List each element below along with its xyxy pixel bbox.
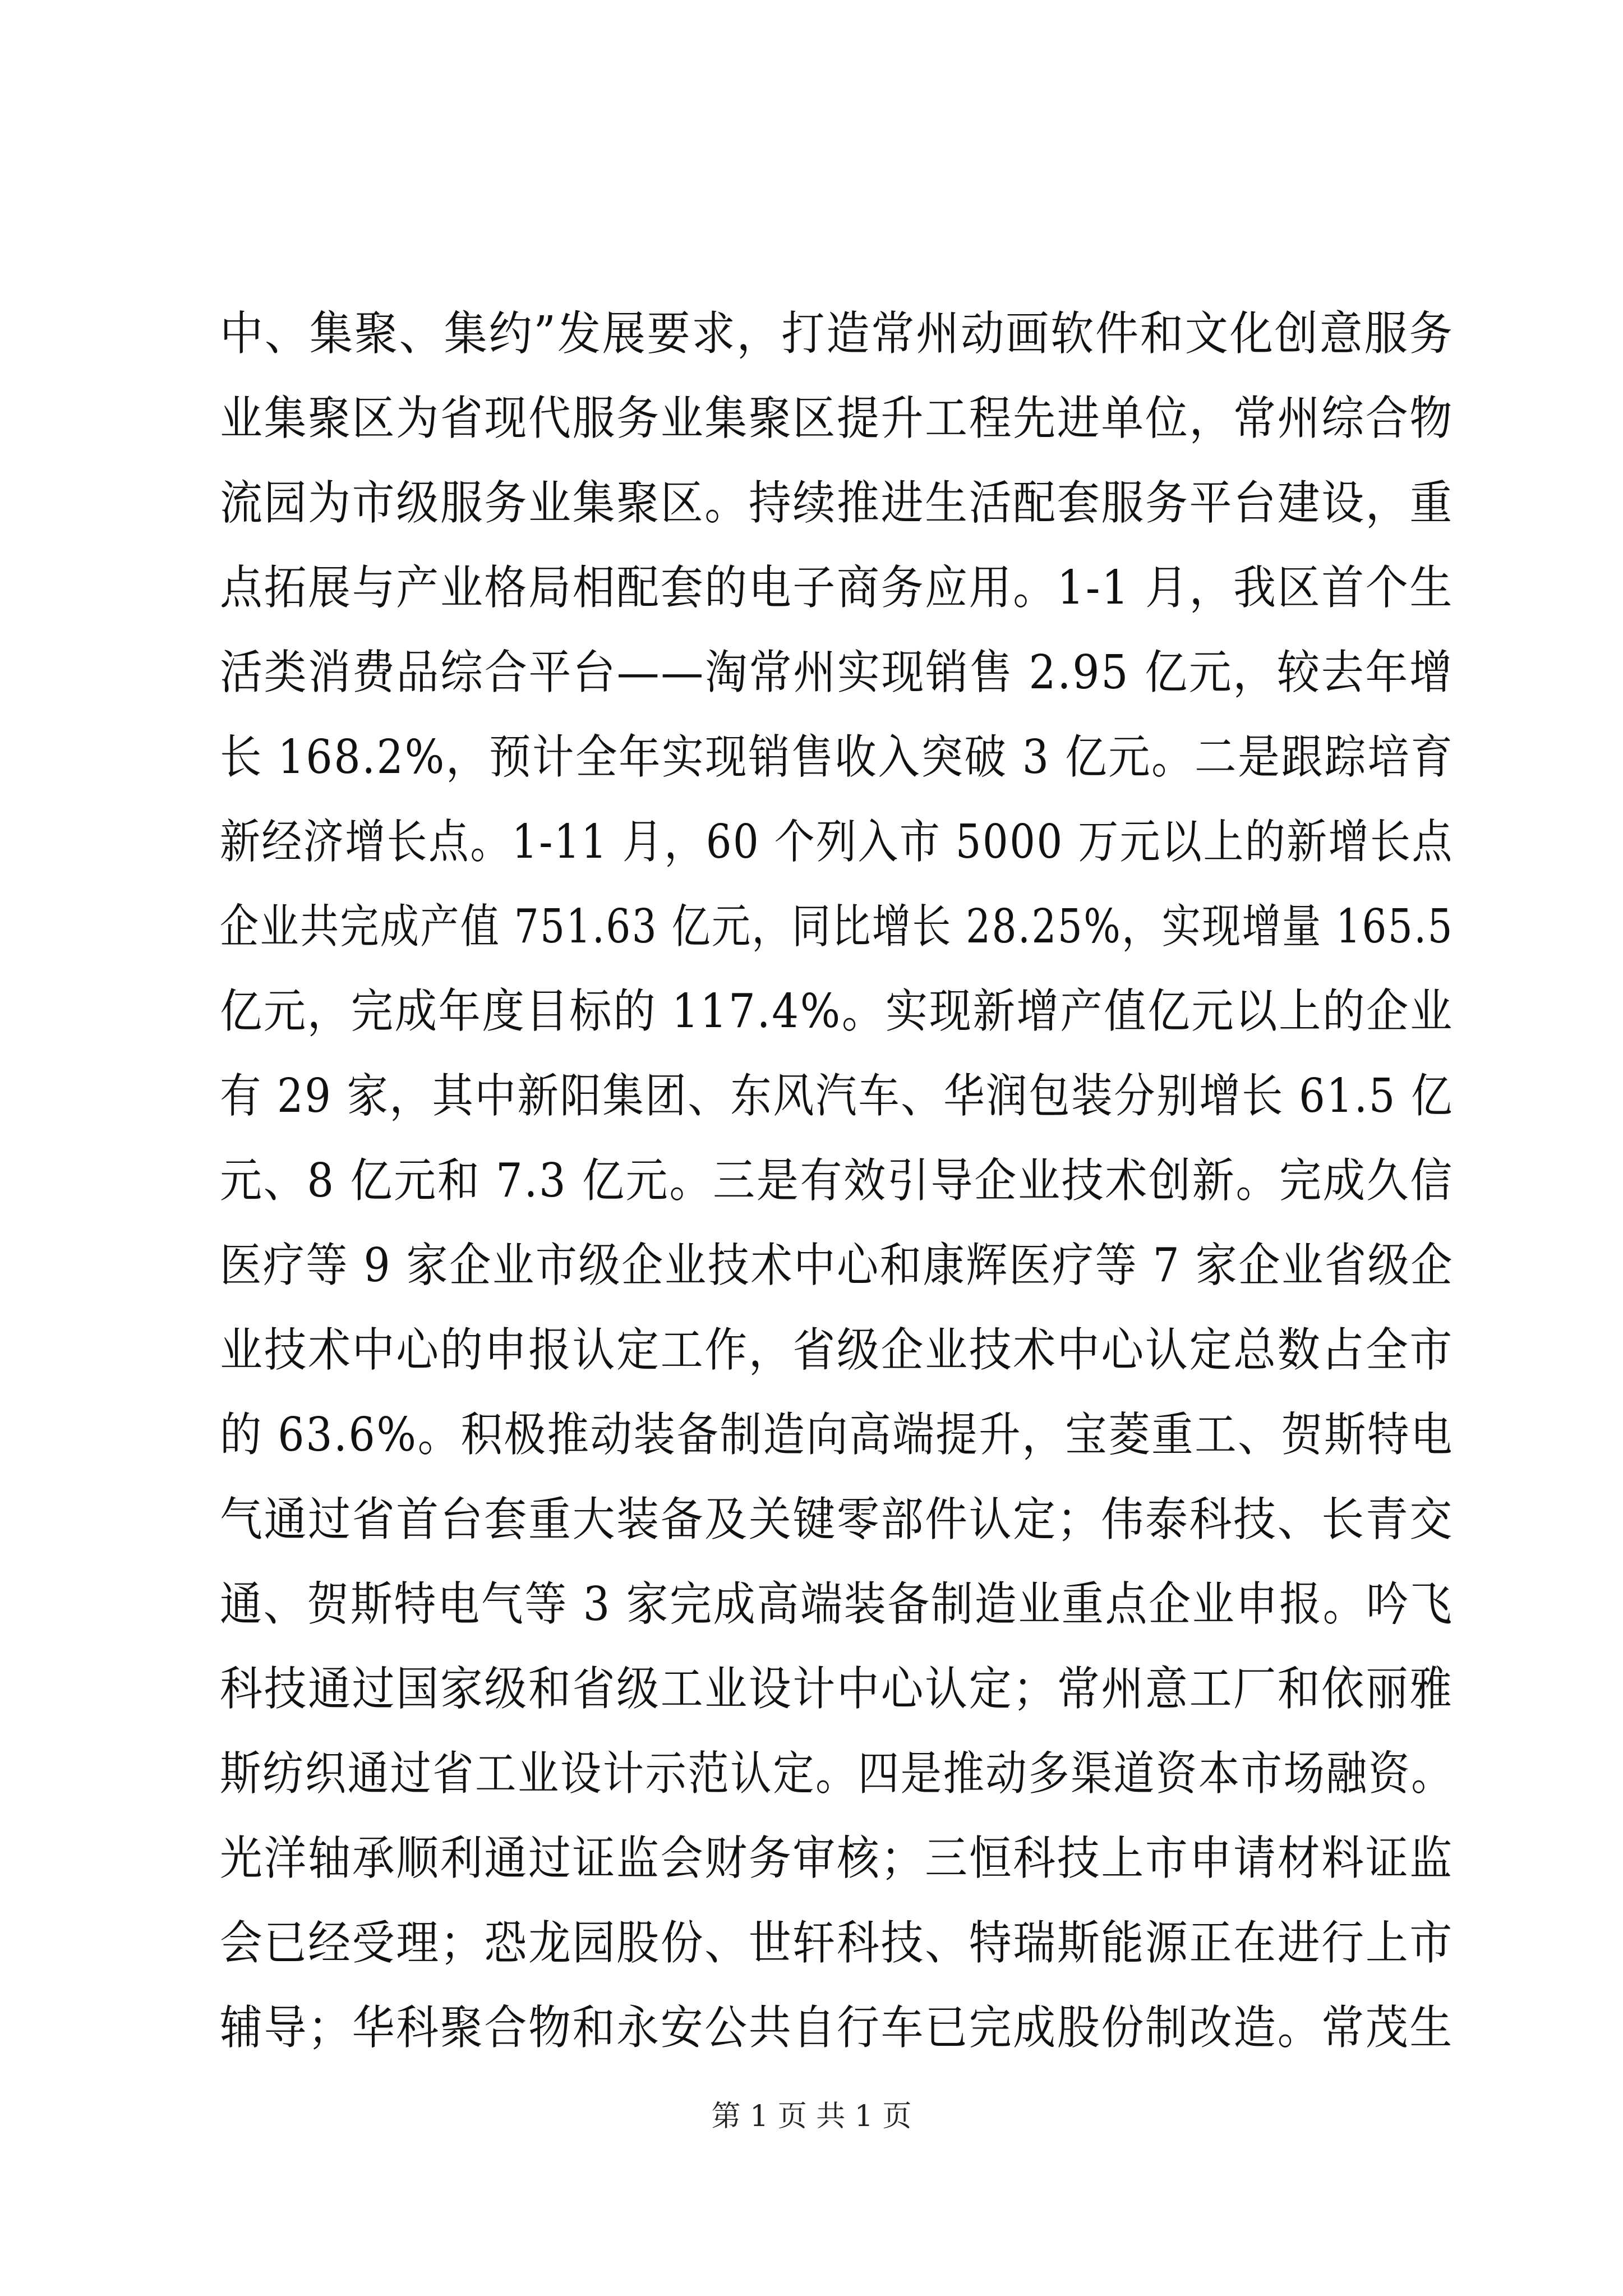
text-line: 中、集聚、集约”发展要求，打造常州动画软件和文化创意服务 (220, 306, 1454, 361)
text-line: 亿元，完成年度目标的 117.4%。实现新增产值亿元以上的企业 (220, 984, 1454, 1038)
text-line: 元、8 亿元和 7.3 亿元。三是有效引导企业技术创新。完成久信 (220, 1153, 1454, 1208)
text-line: 斯纺织通过省工业设计示范认定。四是推动多渠道资本市场融资。 (220, 1746, 1454, 1801)
text-line: 科技通过国家级和省级工业设计中心认定；常州意工厂和依丽雅 (220, 1662, 1454, 1716)
text-line: 医疗等 9 家企业市级企业技术中心和康辉医疗等 7 家企业省级企 (220, 1238, 1454, 1292)
text-line: 业技术中心的申报认定工作，省级企业技术中心认定总数占全市 (220, 1323, 1454, 1377)
text-line: 业集聚区为省现代服务业集聚区提升工程先进单位，常州综合物 (220, 391, 1454, 445)
text-line: 点拓展与产业格局相配套的电子商务应用。1-1 月，我区首个生 (220, 560, 1454, 615)
text-line: 气通过省首台套重大装备及关键零部件认定；伟泰科技、长青交 (220, 1492, 1454, 1547)
text-line: 流园为市级服务业集聚区。持续推进生活配套服务平台建设，重 (220, 476, 1454, 530)
text-line: 活类消费品综合平台——淘常州实现销售 2.95 亿元，较去年增 (220, 645, 1454, 700)
page-number-footer: 第 1 页 共 1 页 (711, 2100, 912, 2133)
text-line: 新经济增长点。1-11 月，60 个列入市 5000 万元以上的新增长点 (220, 815, 1454, 869)
text-line: 会已经受理；恐龙园股份、世轩科技、特瑞斯能源正在进行上市 (220, 1916, 1454, 1970)
text-line: 通、贺斯特电气等 3 家完成高端装备制造业重点企业申报。吟飞 (220, 1577, 1454, 1631)
text-line: 长 168.2%，预计全年实现销售收入突破 3 亿元。二是跟踪培育 (220, 730, 1454, 784)
text-line: 辅导；华科聚合物和永安公共自行车已完成股份制改造。常茂生 (220, 2000, 1454, 2055)
text-line: 有 29 家，其中新阳集团、东风汽车、华润包装分别增长 61.5 亿 (220, 1069, 1454, 1123)
text-line: 企业共完成产值 751.63 亿元，同比增长 28.25%，实现增量 165.5 (220, 899, 1454, 954)
text-line: 的 63.6%。积极推动装备制造向高端提升，宝菱重工、贺斯特电 (220, 1407, 1454, 1462)
text-line: 光洋轴承顺利通过证监会财务审核；三恒科技上市申请材料证监 (220, 1831, 1454, 1885)
